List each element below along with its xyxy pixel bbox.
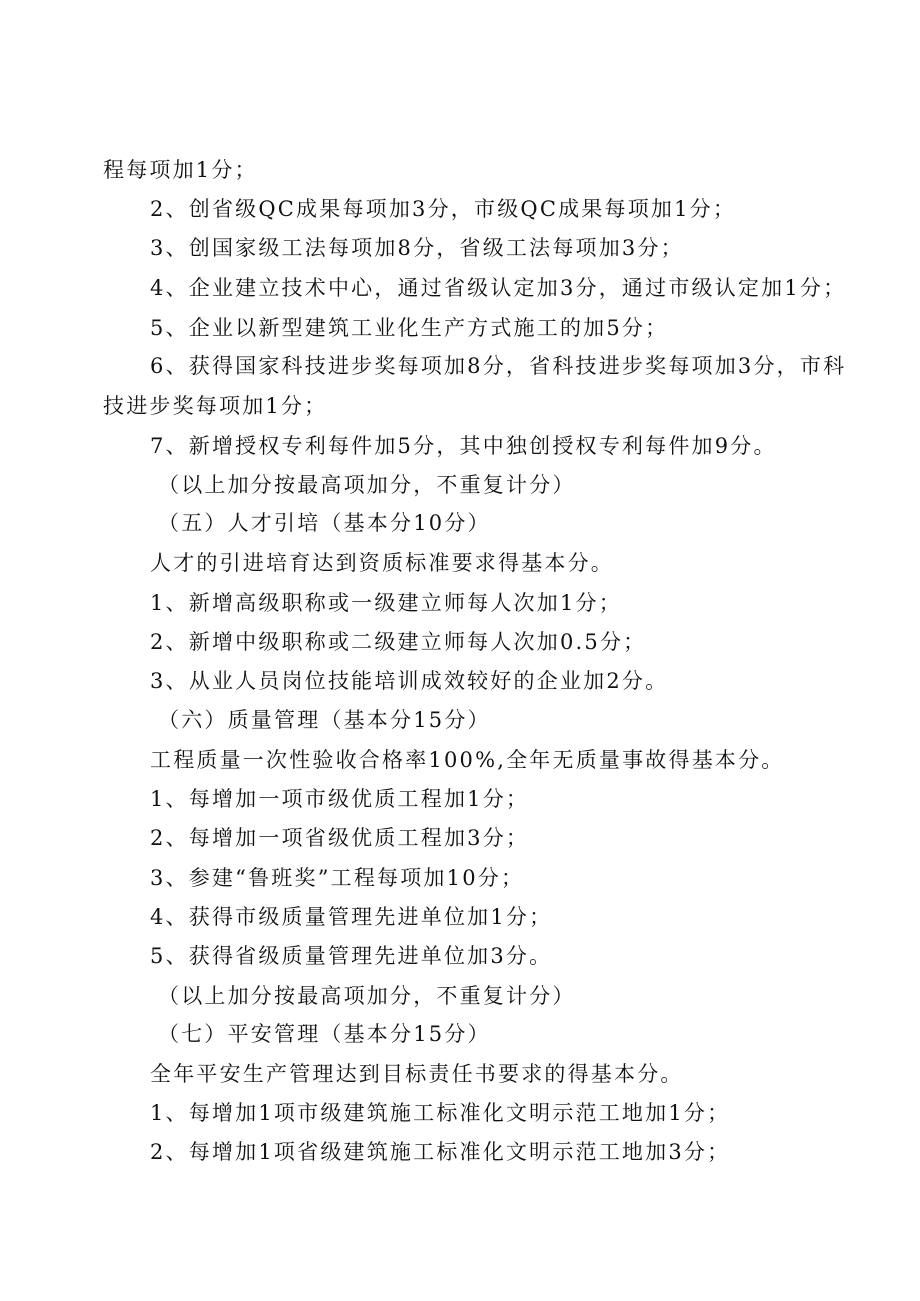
text-line-26: 2、每增加1项省级建筑施工标准化文明示范工地加3分； — [150, 1140, 731, 1164]
section-heading-5: （五）人才引培（基本分10分） — [158, 511, 491, 535]
text-line-25: 1、每增加1项市级建筑施工标准化文明示范工地加1分； — [150, 1101, 731, 1125]
text-line-1: 程每项加1分； — [103, 158, 258, 182]
text-line-11: 人才的引进培育达到资质标准要求得基本分。 — [150, 551, 614, 575]
text-line-17: 1、每增加一项市级优质工程加1分； — [150, 787, 530, 811]
text-line-3: 3、创国家级工法每项加8分，省级工法每项加3分； — [150, 236, 684, 260]
text-line-13: 2、新增中级职称或二级建立师每人次加0.5分； — [150, 630, 647, 654]
text-line-2: 2、创省级QC成果每项加3分，市级QC成果每项加1分； — [150, 197, 737, 221]
section-heading-7: （七）平安管理（基本分15分） — [158, 1022, 491, 1046]
text-line-21: 5、获得省级质量管理先进单位加3分。 — [150, 944, 553, 968]
note-line-1: （以上加分按最高项加分，不重复计分） — [158, 473, 576, 497]
text-line-24: 全年平安生产管理达到目标责任书要求的得基本分。 — [150, 1062, 684, 1086]
text-line-7: 技进步奖每项加1分； — [103, 394, 328, 418]
text-line-16: 工程质量一次性验收合格率100%,全年无质量事故得基本分。 — [150, 748, 785, 772]
text-line-5: 5、企业以新型建筑工业化生产方式施工的加5分； — [150, 316, 669, 340]
text-line-8: 7、新增授权专利每件加5分，其中独创授权专利每件加9分。 — [150, 434, 777, 458]
text-line-19: 3、参建“鲁班奖”工程每项加10分； — [150, 866, 525, 890]
note-line-2: （以上加分按最高项加分，不重复计分） — [158, 984, 576, 1008]
text-line-14: 3、从业人员岗位技能培训成效较好的企业加2分。 — [150, 669, 669, 693]
text-line-6: 6、获得国家科技进步奖每项加8分，省科技进步奖每项加3分，市科 — [150, 354, 847, 378]
text-line-20: 4、获得市级质量管理先进单位加1分； — [150, 905, 553, 929]
text-line-18: 2、每增加一项省级优质工程加3分； — [150, 826, 530, 850]
text-line-4: 4、企业建立技术中心，通过省级认定加3分，通过市级认定加1分； — [150, 276, 847, 300]
section-heading-6: （六）质量管理（基本分15分） — [158, 708, 491, 732]
text-line-12: 1、新增高级职称或一级建立师每人次加1分； — [150, 591, 622, 615]
